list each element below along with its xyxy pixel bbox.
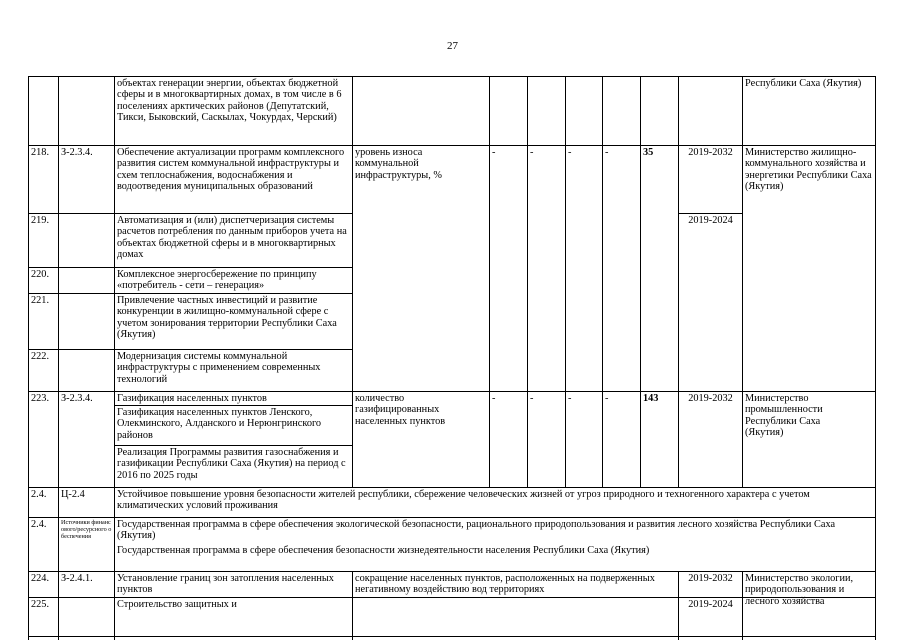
- row-224-num: 224.: [31, 573, 50, 584]
- row-224-period: 2019-2032: [688, 573, 733, 584]
- row-24-sources-text-a: Государственная программа в сфере обеспечения экологической безопасности, рационального природопользования и развития лесного хозяйства Республики Саха (Якутия): [117, 519, 836, 542]
- row-224-measure: Установление границ зон затопления населенных пунктов: [117, 573, 334, 596]
- row-24-goal-text: Устойчивое повышение уровня безопасности жителей республики, сбережение человеческих жизней от угроз природного и техногенного характера с учетом климатических условий проживания: [117, 489, 810, 512]
- row-224-responsible: Министерство экологии, природопользования и лесного хозяйства: [745, 573, 854, 607]
- row-219-measure: Автоматизация и (или) диспетчеризация системы расчетов потребления по данным приборов учета на объектах бюджетной сферы и в многоквартирных домах: [117, 215, 347, 261]
- row-223-measure-a: Газификация населенных пунктов: [117, 393, 267, 404]
- row-24-goal-code: Ц-2.4: [61, 489, 85, 500]
- row-220-num: 220.: [31, 269, 50, 280]
- page-number: 27: [447, 40, 458, 52]
- row-24-sources-text-b: Государственная программа в сфере обеспечения безопасности жизнедеятельности населения Республики Саха (Якутия): [117, 545, 650, 556]
- row-221-measure: Привлечение частных инвестиций и развитие конкуренции в жилищно-коммунальной сфере с учетом зонирования территории Республики Саха (Якутия): [117, 295, 337, 341]
- row-225-measure: Строительство защитных и: [117, 599, 237, 610]
- row-218-indicator: уровень износа коммунальной инфраструктуры, %: [355, 147, 442, 181]
- row-218-period: 2019-2032: [688, 147, 733, 158]
- cont-measure: объектах генерации энергии, объектах бюджетной сферы и в многоквартирных домах, в том числе в 6 поселениях арктических районов (Депутатский, Тикси, Быковский, Саскылах, Чокурдах, Черский): [117, 78, 342, 124]
- row-218-responsible: Министерство жилищно-коммунального хозяйства и энергетики Республики Саха (Якутия): [745, 147, 872, 193]
- row-24-goal-num: 2.4.: [31, 489, 47, 500]
- row-222-measure: Модернизация системы коммунальной инфраструктуры с применением современных технологий: [117, 351, 321, 385]
- row-224-code: З-2.4.1.: [61, 573, 93, 584]
- row-223-code: З-2.3.4.: [61, 393, 93, 404]
- row-221-num: 221.: [31, 295, 50, 306]
- row-219-num: 219.: [31, 215, 50, 226]
- row-220-measure: Комплексное энергосбережение по принципу «потребитель - сети – генерация»: [117, 269, 317, 292]
- row-218-d4: -: [605, 147, 609, 158]
- row-223-d2: -: [530, 393, 534, 404]
- row-24-sources-num: 2.4.: [31, 519, 47, 530]
- row-225-num: 225.: [31, 599, 50, 610]
- row-223-measure-c: Реализация Программы развития газоснабжения и газификации Республики Саха (Якутия) на период с 2016 по 2025 годы: [117, 447, 346, 481]
- row-223-measure-b: Газификация населенных пунктов Ленского, Олекминского, Алданского и Нерюнгринского районов: [117, 407, 322, 441]
- row-224-indicator: сокращение населенных пунктов, расположенных на подверженных негативному воздействию вод территориях: [355, 573, 655, 596]
- row-24-sources-code: Источники финансового/ресурсного обеспечения: [61, 519, 112, 540]
- row-223-num: 223.: [31, 393, 50, 404]
- row-218-code: З-2.3.4.: [61, 147, 93, 158]
- row-223-target: 143: [643, 393, 659, 404]
- row-223-d1: -: [492, 393, 496, 404]
- row-218-num: 218.: [31, 147, 50, 158]
- row-218-d1: -: [492, 147, 496, 158]
- row-223-d4: -: [605, 393, 609, 404]
- cont-responsible: Республики Саха (Якутия): [745, 78, 862, 89]
- row-218-target: 35: [643, 147, 654, 158]
- row-225-period: 2019-2024: [688, 599, 733, 610]
- row-218-d3: -: [568, 147, 572, 158]
- row-222-num: 222.: [31, 351, 50, 362]
- row-218-measure: Обеспечение актуализации программ комплексного развития систем коммунальной инфраструктуры и схем теплоснабжения, водоснабжения и водоотведения муниципальных образований: [117, 147, 345, 193]
- row-223-responsible: Министерство промышленности Республики Саха (Якутия): [745, 393, 823, 439]
- row-219-period: 2019-2024: [688, 215, 733, 226]
- row-223-period: 2019-2032: [688, 393, 733, 404]
- row-223-indicator: количество газифицированных населенных пунктов: [355, 393, 446, 427]
- row-223-d3: -: [568, 393, 572, 404]
- row-218-d2: -: [530, 147, 534, 158]
